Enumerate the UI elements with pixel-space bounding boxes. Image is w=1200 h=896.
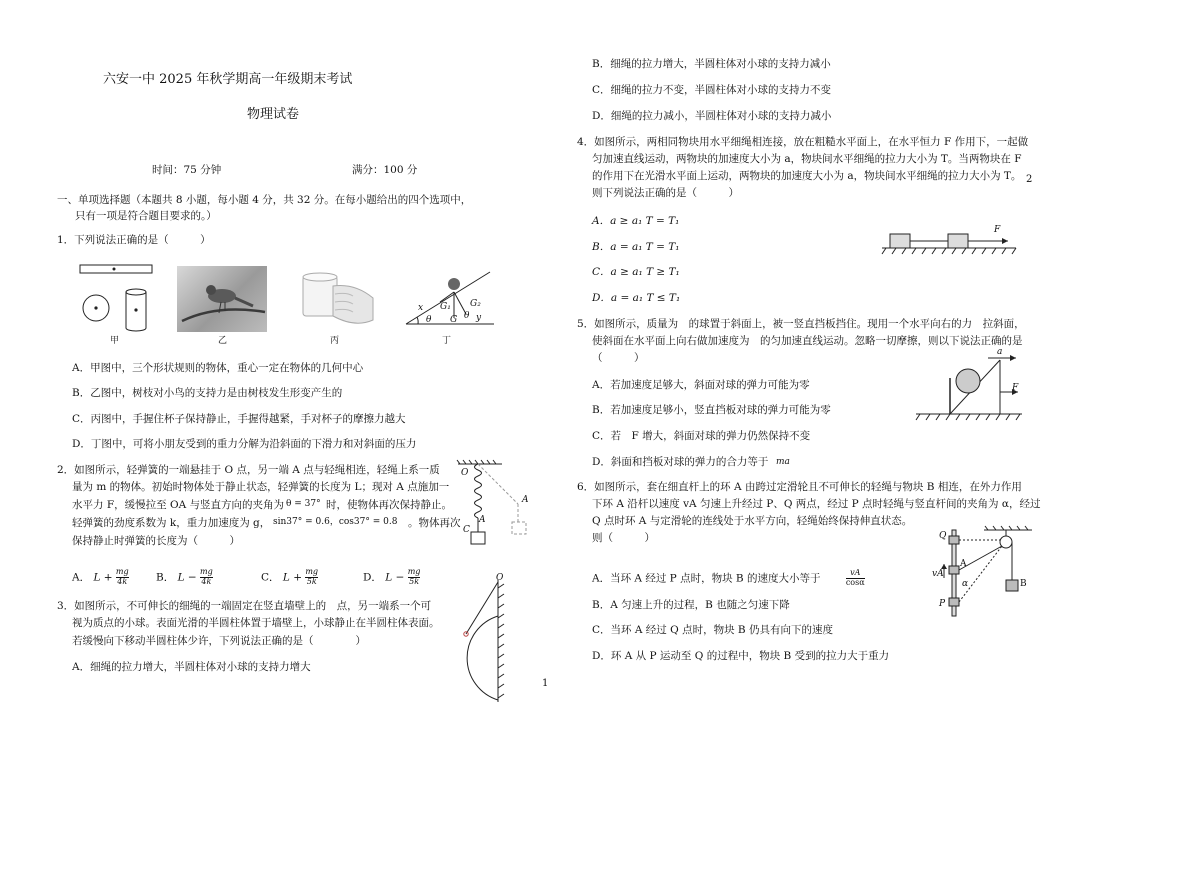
q2-option-a-den: 4k bbox=[117, 576, 128, 586]
q1-option-b[interactable]: B．乙图中，树枝对小鸟的支持力是由树枝发生形变产生的 bbox=[72, 387, 343, 399]
q2-option-d[interactable] bbox=[363, 568, 420, 587]
q2-option-c-den: 5k bbox=[306, 576, 317, 586]
q1-option-a[interactable]: A．甲图中，三个形状规则的物体，重心一定在物体的几何中心 bbox=[72, 362, 364, 374]
q1-option-d[interactable]: D．丁图中，可将小朋友受到的重力分解为沿斜面的下滑力和对斜面的压力 bbox=[72, 438, 417, 450]
q2-line-4: 轻弹簧的劲度系数为 k，重力加速度为 g， bbox=[72, 517, 271, 529]
q2-option-a-letter: A． bbox=[72, 571, 91, 584]
q6-label-b: B bbox=[1020, 579, 1027, 589]
q5-line-1: 5．如图所示，质量为 的球置于斜面上，被一竖直挡板挡住。现用一个水平向右的力 拉斜面， bbox=[577, 318, 1025, 330]
q5-figure-ball-incline bbox=[914, 352, 1026, 424]
q2-option-b-den: 4k bbox=[201, 576, 212, 586]
q1-option-c[interactable]: C．丙图中，手握住杯子保持静止，手握得越紧，手对杯子的摩擦力越大 bbox=[72, 413, 406, 425]
q2-option-b-num: mg bbox=[200, 567, 213, 576]
q6-option-a[interactable] bbox=[592, 569, 865, 588]
page-number: 1 bbox=[542, 678, 549, 689]
q6-line-3: Q 点时环 A 与定滑轮的连线处于水平方向，轻绳始终保持伸直状态。 bbox=[592, 515, 913, 527]
q6-label-a: A bbox=[960, 559, 967, 569]
section-heading-cont: 只有一项是符合题目要求的。） bbox=[75, 210, 217, 222]
q3-label-o: O bbox=[496, 573, 504, 583]
q5-option-a[interactable]: A．若加速度足够大，斜面对球的弹力可能为零 bbox=[592, 379, 810, 391]
q1-label-jia: 甲 bbox=[110, 336, 120, 346]
q1-figure-bing-cup-hand bbox=[295, 268, 380, 336]
q4-margin-note: 2 bbox=[1026, 174, 1033, 185]
q6-option-a-den: cosα bbox=[845, 577, 865, 587]
q3-option-d[interactable]: D．细绳的拉力减小，半圆柱体对小球的支持力减小 bbox=[592, 110, 832, 122]
q1-ding-label-x: x bbox=[418, 303, 424, 313]
exam-score: 满分：100 分 bbox=[352, 164, 418, 176]
q6-label-va: vA bbox=[932, 569, 944, 579]
q2-line-5: 保持静止时弹簧的长度为（ ） bbox=[72, 535, 240, 547]
q2-line-4b: 。物体再次 bbox=[408, 517, 461, 529]
q5-line-2: 使斜面在水平面上向右做加速度为 的匀加速直线运动。忽略一切摩擦，则以下说法正确的是 bbox=[592, 335, 1023, 347]
q2-option-c-letter: C． bbox=[261, 571, 280, 584]
q2-option-d-letter: D． bbox=[363, 571, 382, 584]
q4-label-f: F bbox=[994, 225, 1001, 235]
q2-option-c-expr: L + bbox=[282, 571, 302, 584]
q1-label-bing: 丙 bbox=[330, 336, 340, 346]
q1-ding-label-g2: G₂ bbox=[470, 299, 481, 309]
q2-option-b[interactable] bbox=[156, 568, 213, 587]
q3-figure-half-cylinder bbox=[448, 578, 508, 704]
q1-stem: 1．下列说法正确的是（ ） bbox=[57, 234, 211, 246]
q4-option-b[interactable]: B．a = a₁ T = T₁ bbox=[592, 241, 680, 253]
q4-line-2: 匀加速直线运动，两物块的加速度大小为 a，物块间水平细绳的拉力大小为 T。当两物块在 F bbox=[592, 153, 1022, 165]
exam-time: 时间：75 分钟 bbox=[152, 164, 222, 176]
q3-line-2: 视为质点的小球。表面光滑的半圆柱体置于墙壁上，小球静止在半圆柱体表面。 bbox=[72, 617, 440, 629]
q6-label-alpha: α bbox=[962, 579, 969, 589]
q2-option-d-expr: L − bbox=[385, 571, 405, 584]
q1-figure-jia bbox=[78, 262, 158, 334]
q1-label-ding: 丁 bbox=[442, 336, 452, 346]
q2-label-c: C bbox=[463, 525, 470, 535]
q2-option-a-expr: L + bbox=[93, 571, 113, 584]
q4-line-1: 4．如图所示，两相同物块用水平细绳相连接，放在粗糙水平面上，在水平恒力 F 作用下，一起做 bbox=[577, 136, 1029, 148]
q2-option-c[interactable] bbox=[261, 568, 318, 587]
q1-label-yi: 乙 bbox=[218, 336, 228, 346]
child-icon bbox=[448, 278, 460, 290]
q2-option-d-den: 5k bbox=[409, 576, 420, 586]
q6-line-1: 6．如图所示，套在细直杆上的环 A 由跨过定滑轮且不可伸长的轻绳与物块 B 相连，在外力作用 bbox=[577, 481, 1022, 493]
q2-option-a-num: mg bbox=[115, 567, 129, 576]
q6-line-4: 则（ ） bbox=[592, 532, 655, 544]
q2-line-3: 水平力 F，缓慢拉至 OA 与竖直方向的夹角为 bbox=[72, 499, 284, 511]
bird-icon bbox=[177, 266, 267, 332]
q6-label-p: P bbox=[939, 599, 946, 609]
q6-option-d[interactable]: D．环 A 从 P 运动至 Q 的过程中，物块 B 受到的拉力大于重力 bbox=[592, 650, 890, 662]
q5-option-c[interactable]: C．若 F 增大，斜面对球的弹力仍然保持不变 bbox=[592, 430, 811, 442]
q3-option-c[interactable]: C．细绳的拉力不变，半圆柱体对小球的支持力不变 bbox=[592, 84, 832, 96]
q2-angle: θ = 37° bbox=[286, 499, 321, 509]
q6-option-c[interactable]: C．当环 A 经过 Q 点时，物块 B 仍具有向下的速度 bbox=[592, 624, 833, 636]
q5-label-f: F bbox=[1012, 383, 1019, 393]
q5-option-d-ma: ma bbox=[776, 457, 790, 467]
q1-ding-label-theta: θ bbox=[426, 315, 432, 325]
q2-option-d-num: mg bbox=[407, 567, 421, 576]
q3-option-a[interactable]: A．细绳的拉力增大，半圆柱体对小球的支持力增大 bbox=[72, 661, 311, 673]
q6-option-a-num: vA bbox=[846, 569, 865, 579]
q3-option-b[interactable]: B．细绳的拉力增大，半圆柱体对小球的支持力减小 bbox=[592, 58, 831, 70]
q1-ding-label-theta2: θ bbox=[464, 311, 470, 321]
q6-line-2: 下环 A 沿杆以速度 vA 匀速上升经过 P、Q 两点，经过 P 点时轻绳与竖直杆间的夹角为 α，经过 bbox=[592, 498, 1041, 510]
q2-option-c-num: mg bbox=[305, 567, 319, 576]
q2-option-a[interactable] bbox=[72, 568, 129, 587]
q5-option-b[interactable]: B．若加速度足够小，竖直挡板对球的弹力可能为零 bbox=[592, 404, 831, 416]
q2-line-3b: 时，使物体再次保持静止。 bbox=[326, 499, 452, 511]
exam-title: 六安一中 2025 年秋学期高一年级期末考试 bbox=[103, 72, 353, 87]
q4-line-3: 的作用下在光滑水平面上运动，两物块的加速度大小为 a，物块间水平细绳的拉力大小为 T。 bbox=[592, 170, 1022, 182]
q1-figure-yi-bird-photo bbox=[177, 266, 267, 332]
q6-figure-ring-pulley bbox=[938, 526, 1034, 618]
q5-label-a: a bbox=[997, 347, 1003, 357]
q2-label-a2: A bbox=[522, 495, 529, 505]
q2-option-b-expr: L − bbox=[177, 571, 197, 584]
section-heading: 一、单项选择题（本题共 8 小题，每小题 4 分，共 32 分。在每小题给出的四个选项中， bbox=[57, 194, 472, 206]
q2-label-a: A bbox=[479, 515, 486, 525]
q5-line-3: （ ） bbox=[592, 352, 645, 364]
q2-option-b-letter: B． bbox=[156, 571, 175, 584]
q4-option-c[interactable]: C．a ≥ a₁ T ≥ T₁ bbox=[592, 266, 680, 278]
q4-option-a[interactable]: A．a ≥ a₁ T = T₁ bbox=[592, 215, 680, 227]
q4-line-4: 则下列说法正确的是（ ） bbox=[592, 187, 739, 199]
q6-label-q: Q bbox=[939, 531, 947, 541]
q4-option-d[interactable]: D．a = a₁ T ≤ T₁ bbox=[592, 292, 681, 304]
q1-ding-label-g1: G₁ bbox=[440, 302, 451, 312]
q5-option-d[interactable]: D．斜面和挡板对球的弹力的合力等于 bbox=[592, 456, 769, 468]
q3-line-3: 若缓慢向下移动半圆柱体少许，下列说法正确的是（ ） bbox=[72, 635, 366, 647]
q1-ding-label-g: G bbox=[450, 315, 458, 325]
q2-label-o: O bbox=[461, 468, 469, 478]
q1-ding-label-y: y bbox=[476, 313, 482, 323]
q6-option-a-text: A．当环 A 经过 P 点时，物块 B 的速度大小等于 bbox=[592, 572, 821, 585]
q2-line-1: 2．如图所示，轻弹簧的一端悬挂于 O 点，另一端 A 点与轻绳相连，轻绳上系一质 bbox=[57, 464, 440, 476]
exam-subject: 物理试卷 bbox=[247, 107, 300, 122]
q6-option-b[interactable]: B．A 匀速上升的过程，B 也随之匀速下降 bbox=[592, 599, 790, 611]
q2-trig: sin37° = 0.6，cos37° = 0.8 bbox=[273, 517, 398, 527]
q2-line-2: 量为 m 的物体。初始时物体处于静止状态，轻弹簧的长度为 L；现对 A 点施加一 bbox=[72, 481, 450, 493]
q3-line-1: 3．如图所示，不可伸长的细绳的一端固定在竖直墙壁上的 点，另一端系一个可 bbox=[57, 600, 432, 612]
